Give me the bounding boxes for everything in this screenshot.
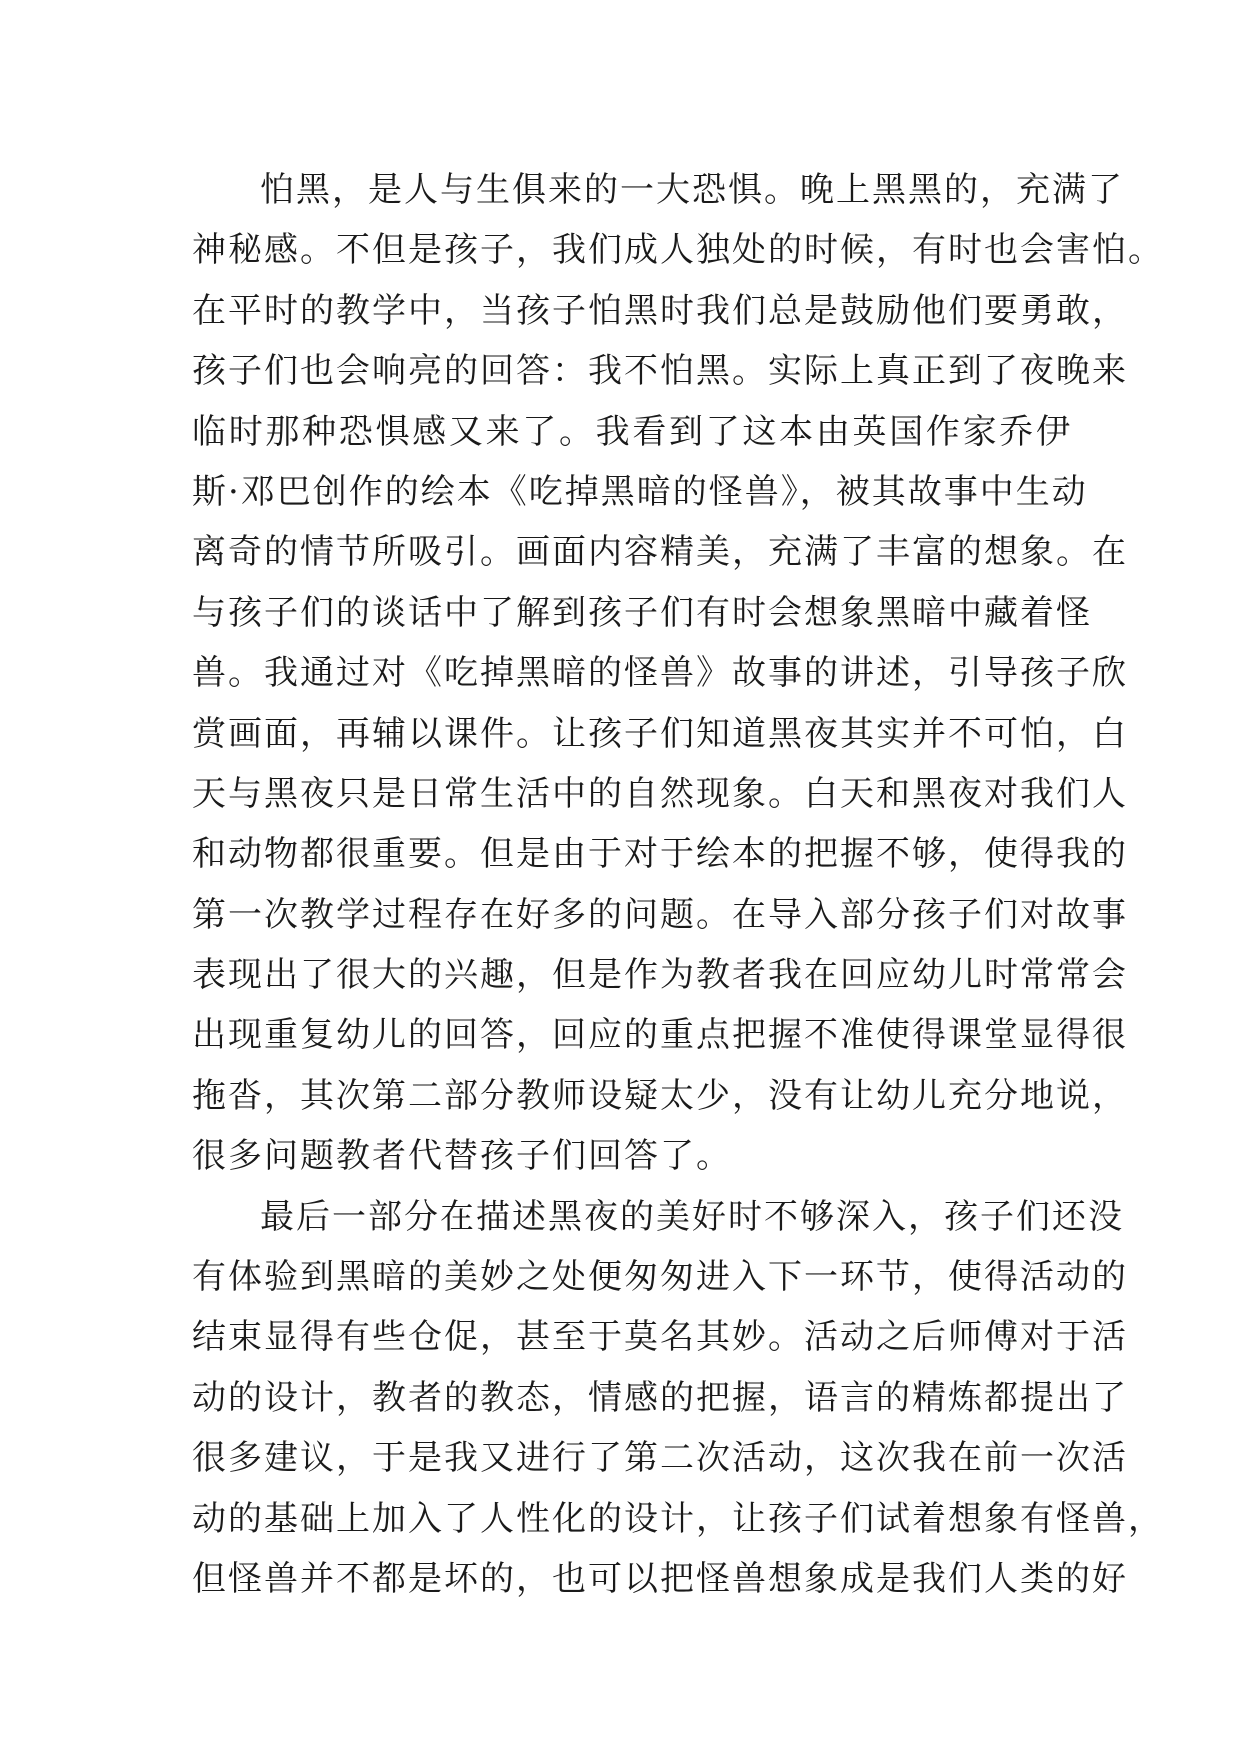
text-line: 最后一部分在描述黑夜的美好时不够深入，孩子们还没 bbox=[260, 1196, 1124, 1237]
text-line: 很多建议，于是我又进行了第二次活动，这次我在前一次活 bbox=[192, 1438, 1128, 1479]
text-line: 怕黑，是人与生俱来的一大恐惧。晚上黑黑的，充满了 bbox=[260, 170, 1124, 210]
text-line: 与孩子们的谈话中了解到孩子们有时会想象黑暗中藏着怪 bbox=[192, 592, 1092, 633]
text-line: 孩子们也会响亮的回答：我不怕黑。实际上真正到了夜晚来 bbox=[192, 351, 1128, 392]
text-line: 赏画面，再辅以课件。让孩子们知道黑夜其实并不可怕，白 bbox=[192, 713, 1128, 754]
text-line: 离奇的情节所吸引。画面内容精美，充满了丰富的想象。在 bbox=[192, 532, 1128, 573]
text-line: 兽。我通过对《吃掉黑暗的怪兽》故事的讲述，引导孩子欣 bbox=[192, 653, 1128, 694]
body-text bbox=[192, 160, 1164, 1609]
paragraph-1 bbox=[192, 160, 1164, 1187]
text-line: 和动物都很重要。但是由于对于绘本的把握不够，使得我的 bbox=[192, 834, 1128, 875]
text-line: 但怪兽并不都是坏的，也可以把怪兽想象成是我们人类的好 bbox=[192, 1558, 1128, 1599]
text-line: 动的设计，教者的教态，情感的把握，语言的精炼都提出了 bbox=[192, 1377, 1128, 1418]
text-line: 神秘感。不但是孩子，我们成人独处的时候，有时也会害怕。 bbox=[192, 230, 1164, 271]
text-line: 斯·邓巴创作的绘本《吃掉黑暗的怪兽》，被其故事中生动 bbox=[192, 471, 1088, 512]
text-line: 在平时的教学中，当孩子怕黑时我们总是鼓励他们要勇敢， bbox=[192, 290, 1128, 331]
text-line: 有体验到黑暗的美妙之处便匆匆进入下一环节，使得活动的 bbox=[192, 1257, 1128, 1298]
text-line: 动的基础上加入了人性化的设计，让孩子们试着想象有怪兽， bbox=[192, 1498, 1164, 1539]
text-line: 临时那种恐惧感又来了。我看到了这本由英国作家乔伊 bbox=[192, 411, 1072, 452]
text-line: 出现重复幼儿的回答，回应的重点把握不准使得课堂显得很 bbox=[192, 1015, 1128, 1056]
text-line: 拖沓，其次第二部分教师设疑太少，没有让幼儿充分地说， bbox=[192, 1075, 1128, 1116]
text-line: 结束显得有些仓促，甚至于莫名其妙。活动之后师傅对于活 bbox=[192, 1317, 1128, 1358]
text-line: 表现出了很大的兴趣，但是作为教者我在回应幼儿时常常会 bbox=[192, 955, 1128, 996]
text-line: 第一次教学过程存在好多的问题。在导入部分孩子们对故事 bbox=[192, 894, 1128, 935]
paragraph-2 bbox=[192, 1187, 1164, 1610]
text-line: 天与黑夜只是日常生活中的自然现象。白天和黑夜对我们人 bbox=[192, 773, 1128, 814]
text-line: 很多问题教者代替孩子们回答了。 bbox=[192, 1136, 732, 1177]
